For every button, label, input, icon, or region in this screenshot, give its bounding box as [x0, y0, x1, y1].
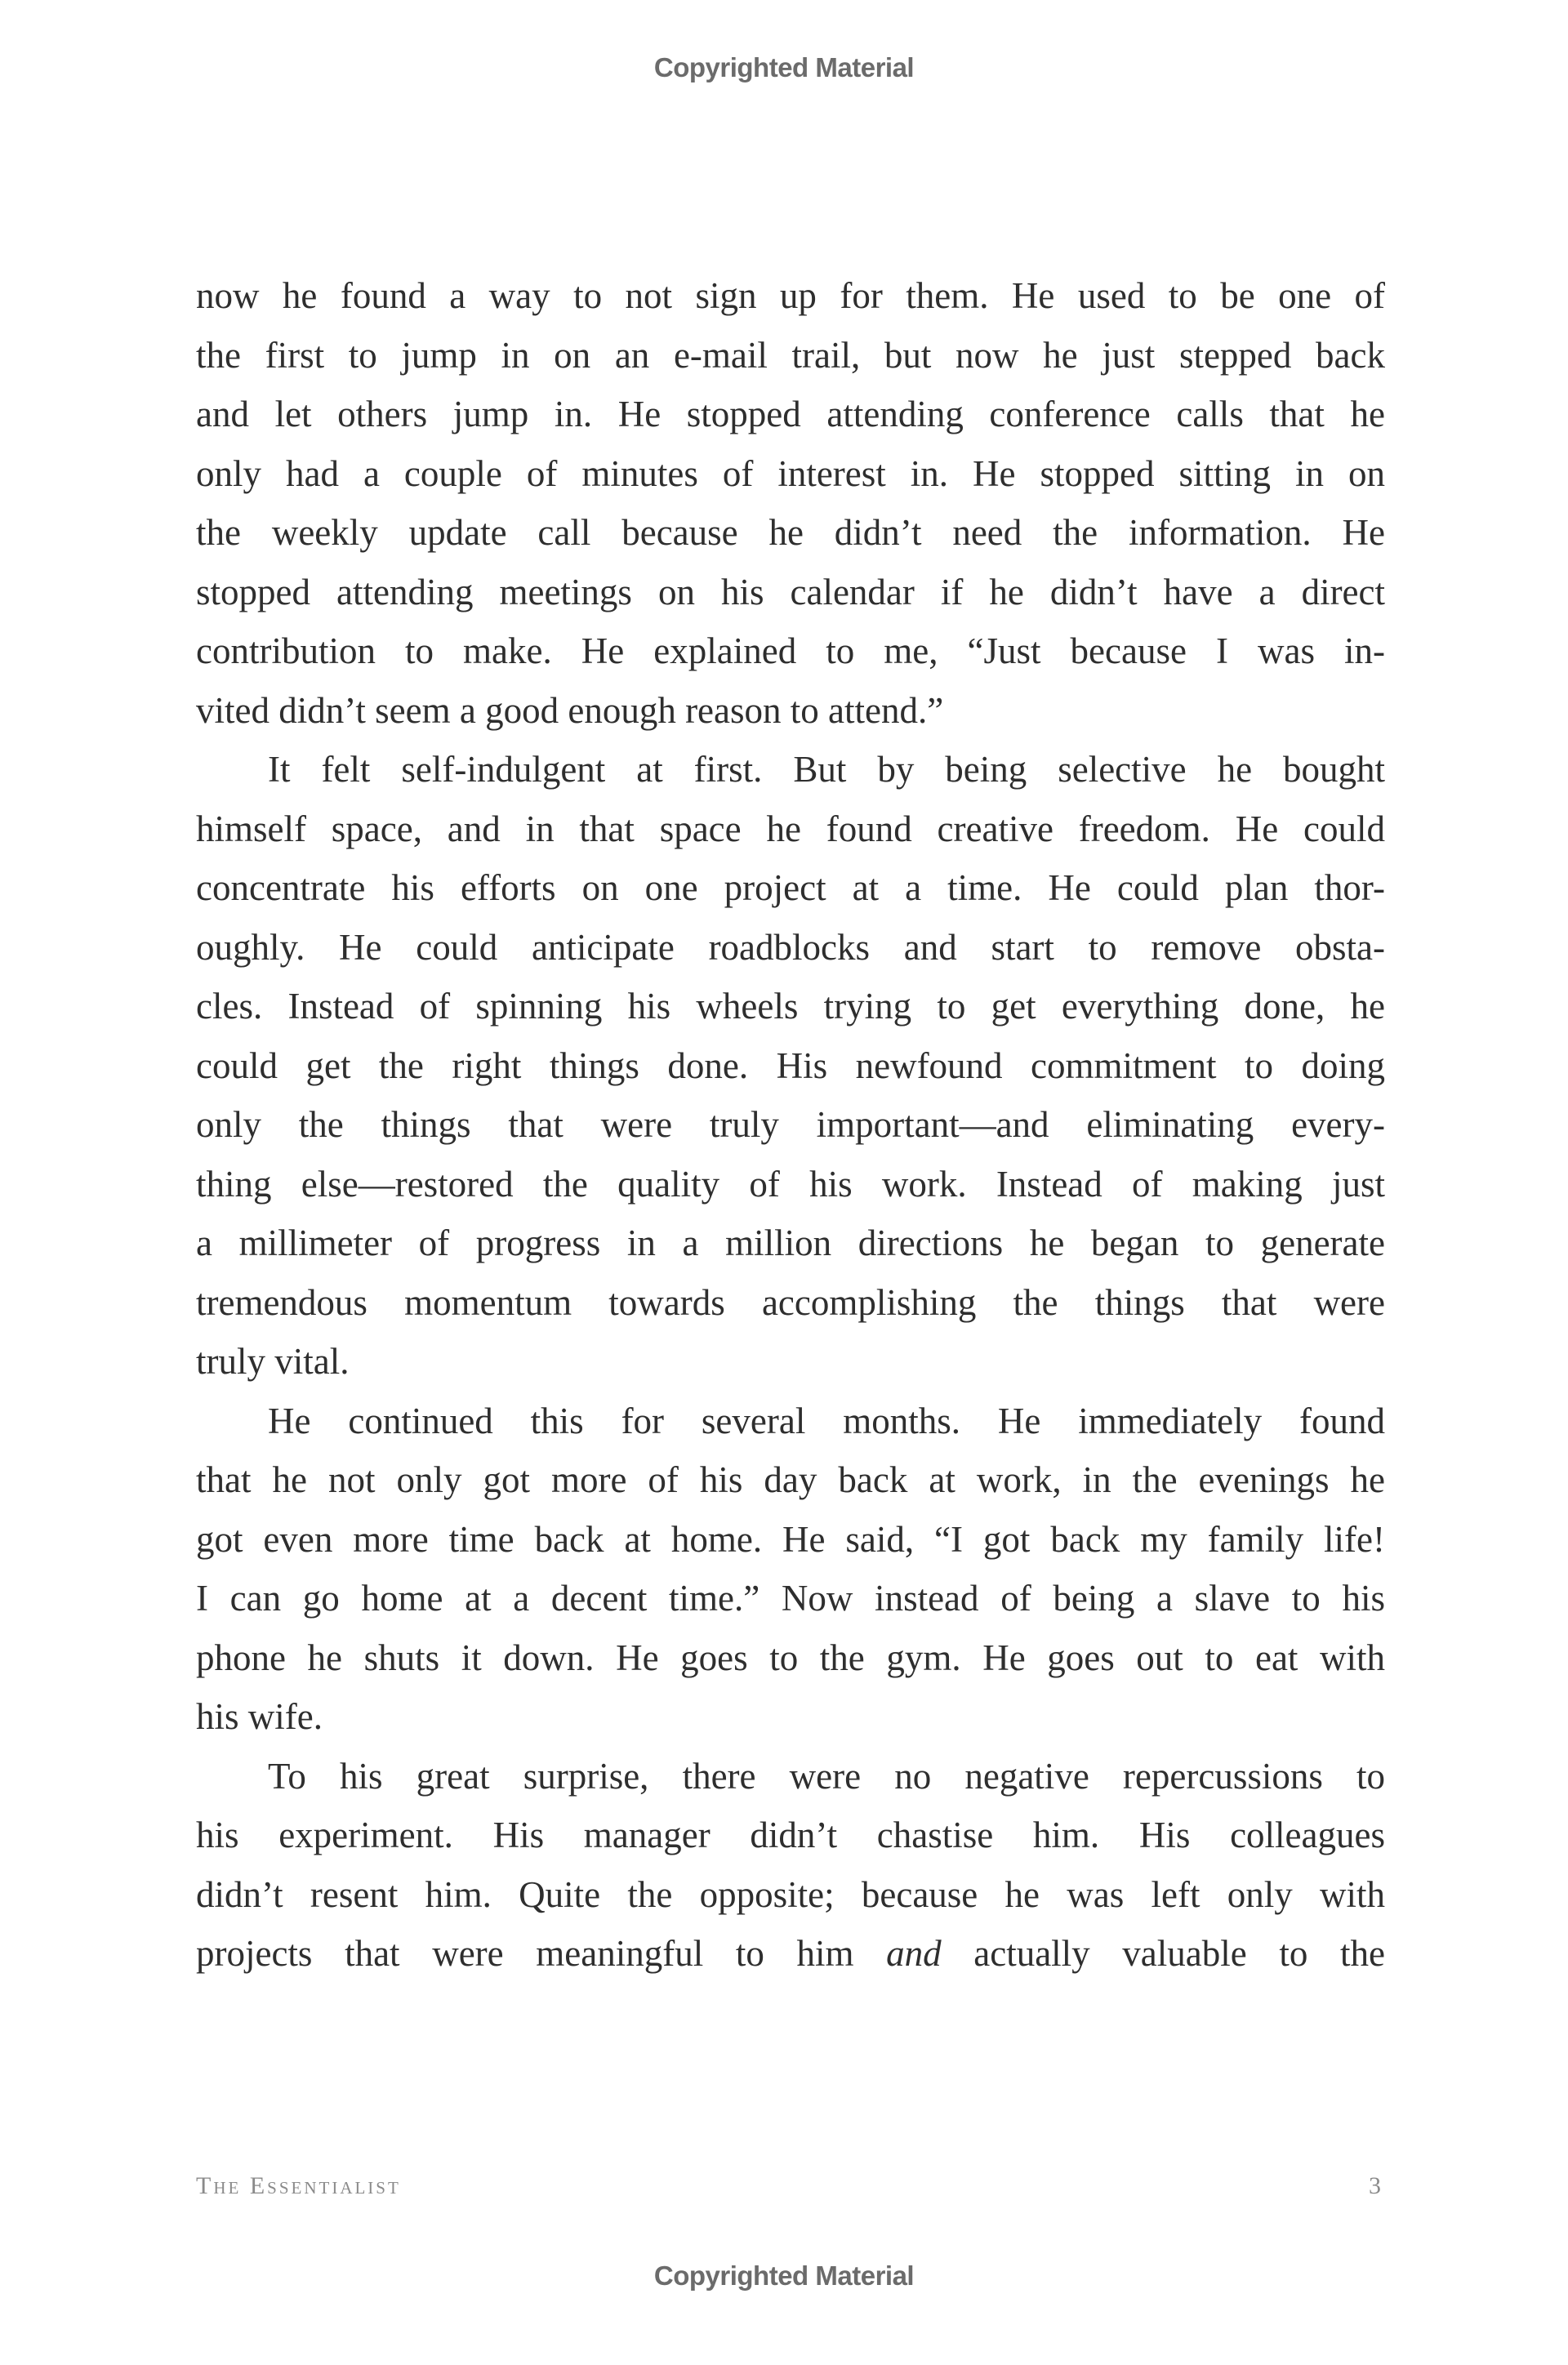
- text-line: his experiment. His manager didn’t chastise him. His colleagues: [196, 1815, 1385, 1855]
- text-line: concentrate his efforts on one project at a time. He could plan thor-: [196, 867, 1385, 908]
- text-line: and let others jump in. He stopped attending conference calls that he: [196, 394, 1385, 434]
- page-body-text: [196, 266, 1385, 1984]
- text-line: I can go home at a decent time.” Now instead of being a slave to his: [196, 1578, 1385, 1619]
- text-line: didn’t resent him. Quite the opposite; because he was left only with: [196, 1873, 1385, 1915]
- italic-emphasis: and: [886, 1933, 942, 1974]
- running-footer-book-title: The Essentialist: [196, 2172, 401, 2199]
- text-line: He continued this for several months. He immediately found: [268, 1400, 1385, 1441]
- text-line: contribution to make. He explained to me, “Just because I was in-: [196, 630, 1385, 671]
- text-line: phone he shuts it down. He goes to the gym. He goes out to eat with: [196, 1637, 1385, 1678]
- text-line: that he not only got more of his day back at work, in the evenings he: [196, 1459, 1385, 1500]
- text-line: now he found a way to not sign up for them. He used to be one of: [196, 275, 1385, 316]
- text-line: stopped attending meetings on his calendar if he didn’t have a direct: [196, 571, 1385, 612]
- text-line: could get the right things done. His newfound commitment to doing: [196, 1044, 1385, 1086]
- copyright-footer: Copyrighted Material: [653, 2260, 915, 2291]
- text-line: thing else—restored the quality of his work. Instead of making just: [196, 1163, 1385, 1205]
- text-line: only the things that were truly important—and eliminating every-: [196, 1104, 1385, 1145]
- text-line: tremendous momentum towards accomplishing the things that were: [196, 1281, 1385, 1323]
- text-line: himself space, and in that space he found creative freedom. He could: [196, 808, 1385, 849]
- text-line: his wife.: [196, 1696, 323, 1737]
- text-line: To his great surprise, there were no negative repercussions to: [268, 1755, 1385, 1797]
- page-number: 3: [1369, 2172, 1381, 2199]
- text-line: got even more time back at home. He said, “I got back my family life!: [196, 1518, 1385, 1560]
- text-line: cles. Instead of spinning his wheels trying to get everything done, he: [196, 986, 1385, 1027]
- text-line: oughly. He could anticipate roadblocks and start to remove obsta-: [196, 926, 1385, 968]
- text-line: [196, 1924, 1385, 1984]
- text-line: It felt self-indulgent at first. But by being selective he bought: [268, 749, 1385, 790]
- text-line: the weekly update call because he didn’t need the information. He: [196, 512, 1385, 553]
- text-line: the first to jump in on an e-mail trail, but now he just stepped back: [196, 334, 1385, 376]
- text-segment: projects that were meaningful to him: [196, 1933, 887, 1974]
- text-line: vited didn’t seem a good enough reason to attend.”: [196, 689, 944, 731]
- text-line: only had a couple of minutes of interest in. He stopped sitting in on: [196, 452, 1385, 494]
- text-line: a millimeter of progress in a million directions he began to generate: [196, 1223, 1385, 1263]
- text-segment: actually valuable to the: [941, 1933, 1385, 1974]
- text-line: truly vital.: [196, 1341, 350, 1382]
- copyright-header: Copyrighted Material: [653, 52, 915, 82]
